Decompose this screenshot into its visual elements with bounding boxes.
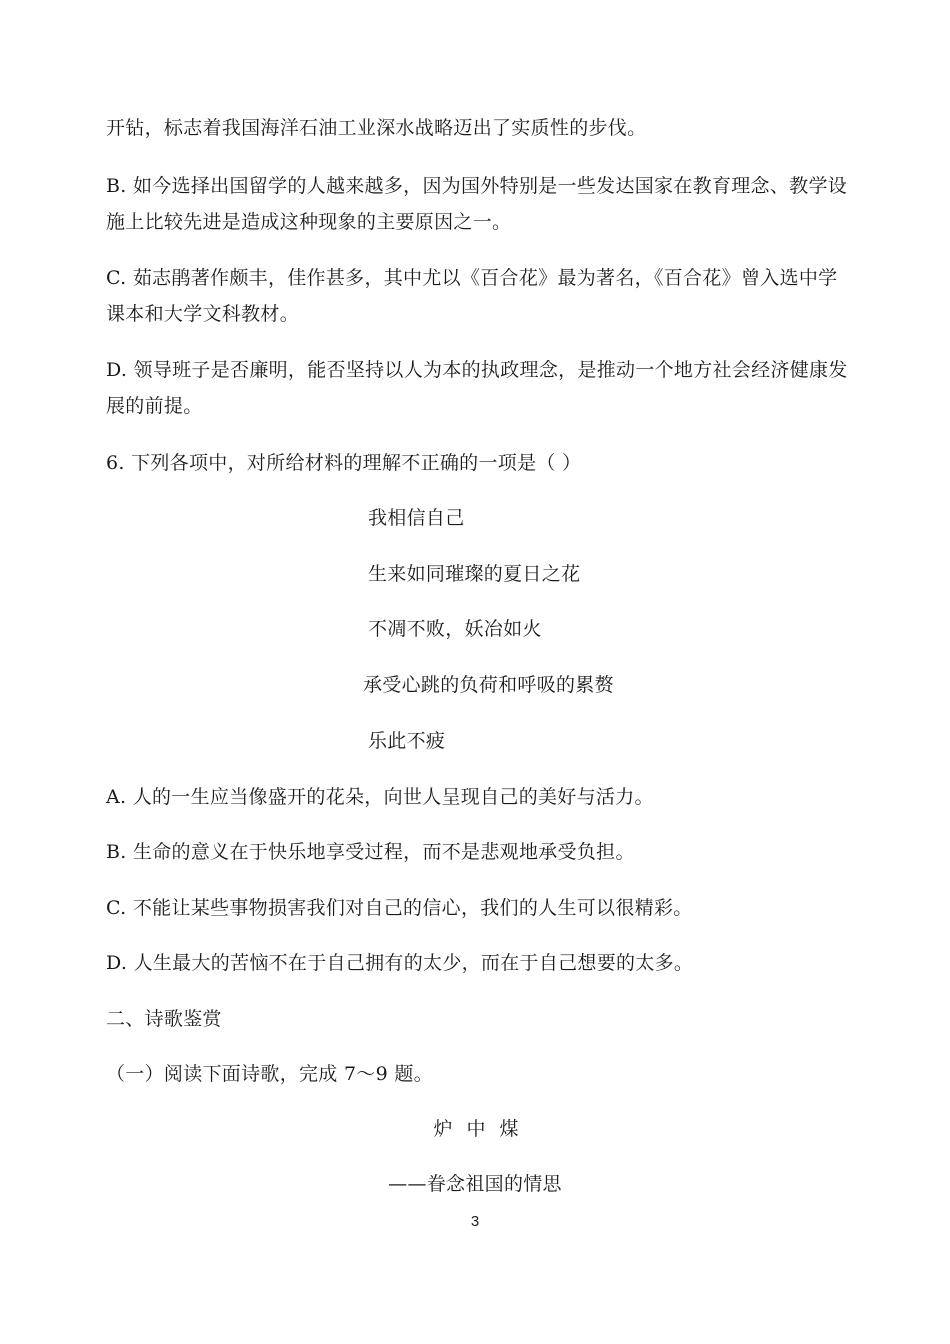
question-6-stem: 6. 下列各项中，对所给材料的理解不正确的一项是（ ） — [106, 452, 582, 474]
option-5d-line1: D. 领导班子是否廉明，能否坚持以人为本的执政理念，是推动一个地方社会经济健康发 — [106, 359, 848, 381]
option-6c: C. 不能让某些事物损害我们对自己的信心，我们的人生可以很精彩。 — [106, 897, 693, 919]
subsection-heading: （一）阅读下面诗歌，完成 7～9 题。 — [106, 1063, 433, 1085]
poem-subtitle: ——眷念祖国的情思 — [388, 1173, 562, 1195]
poem-line-5: 乐此不疲 — [368, 730, 446, 752]
option-6a: A. 人的一生应当像盛开的花朵，向世人呈现自己的美好与活力。 — [106, 786, 654, 808]
option-5c-line2: 课本和大学文科教材。 — [106, 303, 300, 325]
poem-title: 炉中煤 — [433, 1118, 533, 1140]
poem-line-1: 我相信自己 — [368, 507, 465, 529]
option-5d-line2: 展的前提。 — [106, 395, 203, 417]
option-5b-line1: B. 如今选择出国留学的人越来越多，因为国外特别是一些发达国家在教育理念、教学设 — [106, 175, 848, 197]
option-6d: D. 人生最大的苦恼不在于自己拥有的太少，而在于自己想要的太多。 — [106, 952, 694, 974]
poem-line-4: 承受心跳的负荷和呼吸的累赘 — [363, 674, 614, 696]
poem-line-3: 不凋不败，妖冶如火 — [368, 618, 542, 640]
page-number: 3 — [470, 1213, 480, 1230]
option-5b-line2: 施上比较先进是造成这种现象的主要原因之一。 — [106, 211, 512, 233]
question-5-continuation: 开钻，标志着我国海洋石油工业深水战略迈出了实质性的步伐。 — [106, 117, 647, 139]
section-heading: 二、诗歌鉴赏 — [106, 1008, 222, 1030]
poem-line-2: 生来如同璀璨的夏日之花 — [368, 563, 581, 585]
option-5c-line1: C. 茹志鹃著作颇丰，佳作甚多，其中尤以《百合花》最为著名，《百合花》曾入选中学 — [106, 267, 838, 289]
option-6b: B. 生命的意义在于快乐地享受过程，而不是悲观地承受负担。 — [106, 841, 635, 863]
